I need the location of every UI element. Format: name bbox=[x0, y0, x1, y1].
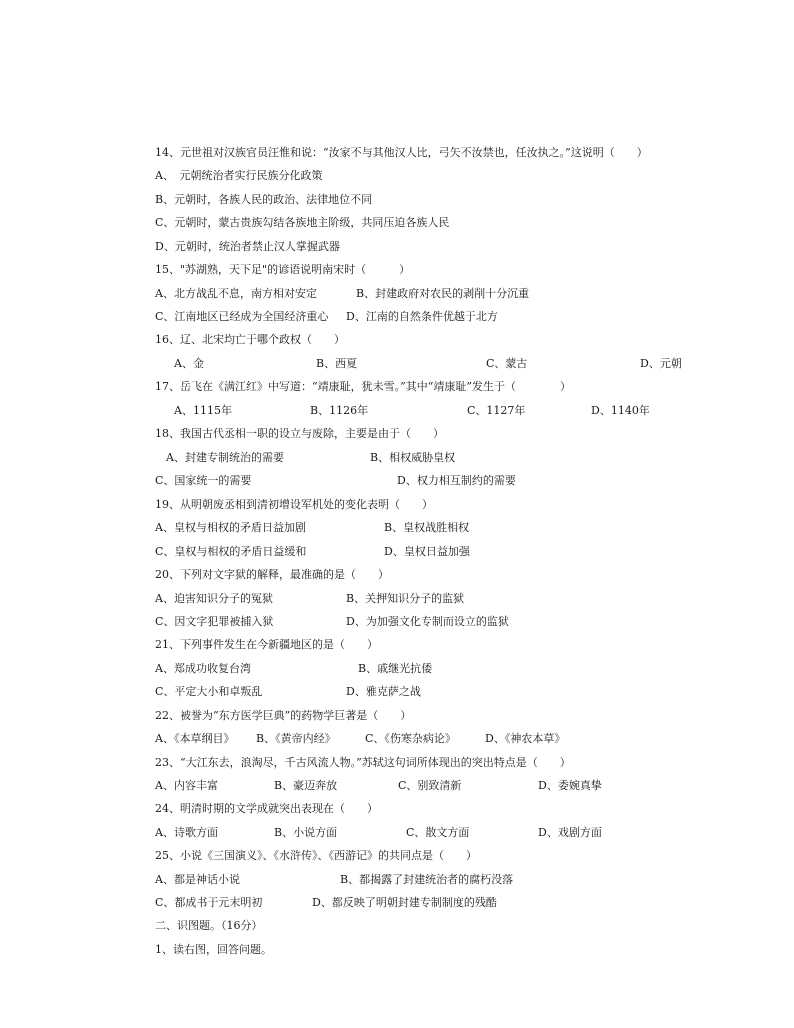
option-c: C、1127年 bbox=[467, 404, 526, 417]
option-a: A、诗歌方面 bbox=[155, 826, 218, 839]
question-stem: 20、下列对文字狱的解释，最准确的是（ ） bbox=[155, 568, 389, 581]
options-row bbox=[0, 614, 794, 637]
option-d: D、都反映了明朝封建专制制度的残酷 bbox=[312, 896, 497, 909]
option-d: D、元朝时，统治者禁止汉人掌握武器 bbox=[155, 240, 340, 253]
option-a: A、皇权与相权的矛盾日益加剧 bbox=[155, 521, 306, 534]
option-b: B、《黄帝内经》 bbox=[256, 732, 336, 745]
option-a: A、内容丰富 bbox=[155, 779, 218, 792]
question-19 bbox=[0, 497, 794, 520]
option-a: A、郑成功收复台湾 bbox=[155, 662, 251, 675]
question-21 bbox=[0, 637, 794, 660]
question-24 bbox=[0, 801, 794, 824]
options-row bbox=[0, 403, 794, 426]
option-a: A、 元朝统治者实行民族分化政策 bbox=[155, 169, 323, 182]
option-d: D、《神农本草》 bbox=[485, 732, 566, 745]
option-b: B、西夏 bbox=[316, 357, 358, 370]
option-d: D、为加强文化专制而设立的监狱 bbox=[346, 615, 509, 628]
option-b: B、豪迈奔放 bbox=[274, 779, 338, 792]
options-row bbox=[0, 684, 794, 707]
question-18 bbox=[0, 426, 794, 449]
option-c: C、蒙古 bbox=[486, 357, 528, 370]
options-row bbox=[0, 286, 794, 309]
option-d: D、江南的自然条件优越于北方 bbox=[346, 310, 498, 323]
question-15 bbox=[0, 262, 794, 285]
option-b: B、皇权战胜相权 bbox=[384, 521, 470, 534]
question-stem: 18、我国古代丞相一职的设立与废除，主要是由于（ ） bbox=[155, 427, 444, 440]
question-16 bbox=[0, 332, 794, 355]
option-b: B、戚继光抗倭 bbox=[358, 662, 433, 675]
option-b: B、都揭露了封建统治者的腐朽没落 bbox=[340, 873, 514, 886]
option-d: D、戏剧方面 bbox=[538, 826, 602, 839]
section-2-question-1: 1、读右图，回答问题。 bbox=[155, 943, 272, 956]
option-d: D、元朝 bbox=[640, 357, 682, 370]
options-row bbox=[0, 544, 794, 567]
option-a: A、封建专制统治的需要 bbox=[166, 451, 284, 464]
question-14 bbox=[0, 145, 794, 168]
option-a: A、都是神话小说 bbox=[155, 873, 240, 886]
option-d: D、权力相互制约的需要 bbox=[397, 474, 516, 487]
question-20 bbox=[0, 567, 794, 590]
question-stem: 16、辽、北宋均亡于哪个政权（ ） bbox=[155, 333, 345, 346]
options-row bbox=[0, 731, 794, 754]
option-c: C、平定大小和卓叛乱 bbox=[155, 685, 263, 698]
question-stem: 22、被誉为“东方医学巨典”的药物学巨著是（ ） bbox=[155, 709, 412, 722]
question-25 bbox=[0, 848, 794, 871]
option-b: B、相权威胁皇权 bbox=[370, 451, 456, 464]
question-stem: 15、"苏湖熟，天下足"的谚语说明南宋时（ ） bbox=[155, 263, 411, 276]
option-b: B、1126年 bbox=[310, 404, 369, 417]
option-d: D、委婉真挚 bbox=[538, 779, 602, 792]
option-c: C、皇权与相权的矛盾日益缓和 bbox=[155, 545, 307, 558]
option-c: C、《伤寒杂病论》 bbox=[365, 732, 456, 745]
question-17 bbox=[0, 379, 794, 402]
question-stem: 24、明清时期的文学成就突出表现在（ ） bbox=[155, 802, 378, 815]
section-2-title: 二、识图题。（16分） bbox=[155, 919, 263, 932]
option-a: A、金 bbox=[174, 357, 204, 370]
question-22 bbox=[0, 708, 794, 731]
option-a: A、迫害知识分子的冤狱 bbox=[155, 592, 273, 605]
option-d: D、1140年 bbox=[591, 404, 650, 417]
question-stem: 14、元世祖对汉族官员汪惟和说：“汝家不与其他汉人比，弓矢不汝禁也，任汝执之。”这说明（ ） bbox=[155, 146, 648, 159]
option-b: B、封建政府对农民的剥削十分沉重 bbox=[356, 287, 530, 300]
option-c: C、散文方面 bbox=[406, 826, 470, 839]
option-d: D、雅克萨之战 bbox=[346, 685, 421, 698]
option-c: C、因文字犯罪被捕入狱 bbox=[155, 615, 274, 628]
options-row bbox=[0, 895, 794, 918]
option-a: A、北方战乱不息，南方相对安定 bbox=[155, 287, 317, 300]
option-b: B、小说方面 bbox=[274, 826, 338, 839]
options-row bbox=[0, 356, 794, 379]
option-b: B、关押知识分子的监狱 bbox=[346, 592, 465, 605]
options-row bbox=[0, 778, 794, 801]
options-row bbox=[0, 450, 794, 473]
option-b: B、元朝时，各族人民的政治、法律地位不同 bbox=[155, 193, 373, 206]
option-c: C、都成书于元末明初 bbox=[155, 896, 263, 909]
option-a: A、1115年 bbox=[174, 404, 232, 417]
question-23 bbox=[0, 755, 794, 778]
question-stem: 19、从明朝废丞相到清初增设军机处的变化表明（ ） bbox=[155, 498, 433, 511]
options-row bbox=[0, 520, 794, 543]
option-c: C、元朝时，蒙古贵族勾结各族地主阶级，共同压迫各族人民 bbox=[155, 216, 450, 229]
option-c: C、江南地区已经成为全国经济重心 bbox=[155, 310, 329, 323]
option-c: C、别致清新 bbox=[398, 779, 462, 792]
question-stem: 23、“大江东去，浪淘尽，千古风流人物。”苏轼这句词所体现出的突出特点是（ ） bbox=[155, 756, 571, 769]
options-row bbox=[0, 825, 794, 848]
options-row bbox=[0, 309, 794, 332]
option-c: C、国家统一的需要 bbox=[155, 474, 252, 487]
options-row bbox=[0, 872, 794, 895]
option-d: D、皇权日益加强 bbox=[384, 545, 470, 558]
question-stem: 25、小说《三国演义》、《水浒传》、《西游记》的共同点是（ ） bbox=[155, 849, 477, 862]
options-row bbox=[0, 661, 794, 684]
options-row bbox=[0, 591, 794, 614]
option-a: A、《本草纲目》 bbox=[155, 732, 235, 745]
options-row bbox=[0, 473, 794, 496]
question-stem: 21、下列事件发生在今新疆地区的是（ ） bbox=[155, 638, 378, 651]
question-stem: 17、岳飞在《满江红》中写道：“靖康耻，犹未雪。”其中“靖康耻”发生于（ ） bbox=[155, 380, 571, 393]
